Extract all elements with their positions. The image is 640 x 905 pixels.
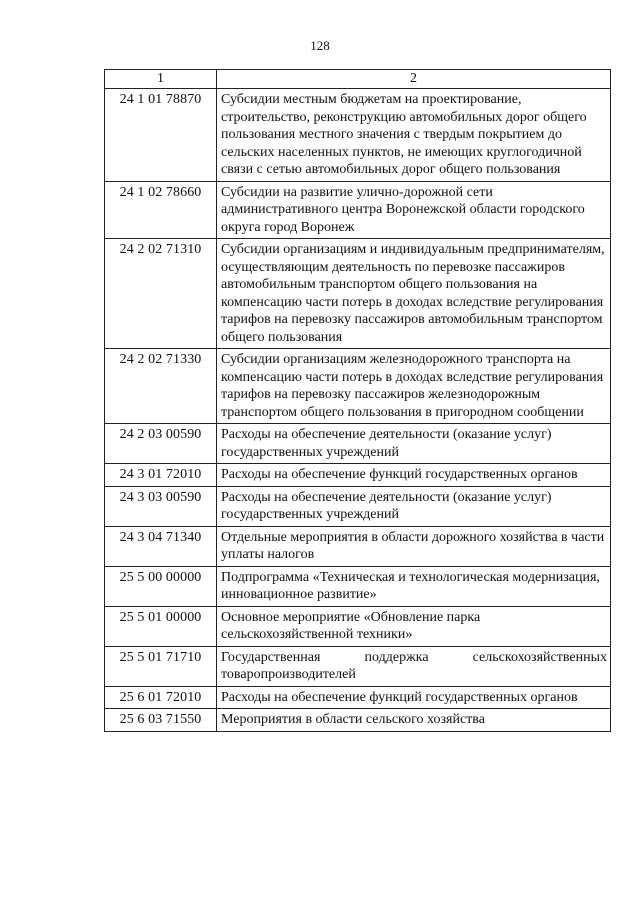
row-code: 25 6 03 71550 xyxy=(105,709,217,732)
row-code: 25 5 01 71710 xyxy=(105,646,217,686)
table-row xyxy=(105,709,611,732)
row-code: 24 3 01 72010 xyxy=(105,464,217,487)
row-description: Субсидии организациям и индивидуальным предпринимателям, осуществляющим деятельность по перевозке пассажиров автомобильным транспортом общего пользования на компенсацию части потерь в доходах вследствие регулирования тарифов на перевозку пассажиров автомобильным транспортом общего пользования xyxy=(217,239,611,349)
row-description: Расходы на обеспечение деятельности (оказание услуг) государственных учреждений xyxy=(217,486,611,526)
row-description: Отдельные мероприятия в области дорожного хозяйства в части уплаты налогов xyxy=(217,526,611,566)
table-row xyxy=(105,464,611,487)
row-description: Мероприятия в области сельского хозяйства xyxy=(217,709,611,732)
row-code: 24 2 02 71310 xyxy=(105,239,217,349)
row-code: 25 5 00 00000 xyxy=(105,566,217,606)
row-code: 24 1 01 78870 xyxy=(105,89,217,182)
row-description: Субсидии организациям железнодорожного транспорта на компенсацию части потерь в доходах вследствие регулирования тарифов на перевозку пассажиров железнодорожным транспортом общего пользования в пригородном сообщении xyxy=(217,349,611,424)
row-description: Расходы на обеспечение функций государственных органов xyxy=(217,464,611,487)
row-code: 24 3 04 71340 xyxy=(105,526,217,566)
row-code: 25 6 01 72010 xyxy=(105,686,217,709)
row-code: 24 2 02 71330 xyxy=(105,349,217,424)
table-row xyxy=(105,181,611,239)
row-description: Расходы на обеспечение деятельности (оказание услуг) государственных учреждений xyxy=(217,424,611,464)
table-row xyxy=(105,646,611,686)
table-row xyxy=(105,349,611,424)
table-row xyxy=(105,486,611,526)
table-row xyxy=(105,89,611,182)
table-row xyxy=(105,424,611,464)
row-description: Основное мероприятие «Обновление парка сельскохозяйственной техники» xyxy=(217,606,611,646)
budget-classification-table xyxy=(104,69,611,732)
page-number: 128 xyxy=(310,38,330,53)
column-header-code: 1 xyxy=(105,70,217,89)
table-row xyxy=(105,566,611,606)
table-row xyxy=(105,606,611,646)
row-description: Расходы на обеспечение функций государственных органов xyxy=(217,686,611,709)
row-description: Субсидии на развитие улично-дорожной сети административного центра Воронежской области городского округа город Воронеж xyxy=(217,181,611,239)
table-row xyxy=(105,239,611,349)
table-row xyxy=(105,686,611,709)
row-code: 25 5 01 00000 xyxy=(105,606,217,646)
table-row xyxy=(105,526,611,566)
row-code: 24 2 03 00590 xyxy=(105,424,217,464)
row-description: Подпрограмма «Техническая и технологическая модернизация, инновационное развитие» xyxy=(217,566,611,606)
row-description: Государственная поддержка сельскохозяйственных товаропроизводителей xyxy=(217,646,611,686)
row-description: Субсидии местным бюджетам на проектирование, строительство, реконструкцию автомобильных дорог общего пользования местного значения с твердым покрытием до сельских населенных пунктов, не имеющих круглогодичной связи с сетью автомобильных дорог общего пользования xyxy=(217,89,611,182)
table-header-row xyxy=(105,70,611,89)
column-header-description: 2 xyxy=(217,70,611,89)
row-code: 24 3 03 00590 xyxy=(105,486,217,526)
row-code: 24 1 02 78660 xyxy=(105,181,217,239)
